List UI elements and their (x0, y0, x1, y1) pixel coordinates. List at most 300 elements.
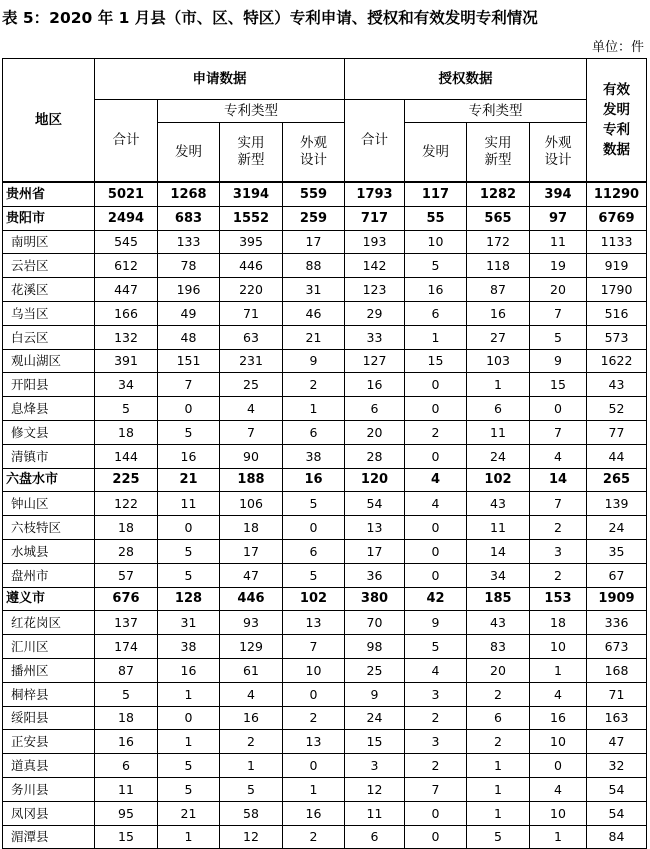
grant-header: 授权数据 (345, 59, 587, 100)
table-cell: 3 (405, 730, 467, 754)
region-name: 贵州省 (3, 182, 95, 206)
table-row (3, 373, 647, 397)
table-cell: 11 (95, 777, 158, 801)
table-cell: 10 (405, 230, 467, 254)
table-cell: 4 (405, 658, 467, 682)
table-cell: 144 (95, 444, 158, 468)
table-cell: 9 (345, 682, 405, 706)
table-cell: 7 (405, 777, 467, 801)
region-name: 水城县 (3, 539, 95, 563)
table-row (3, 516, 647, 540)
table-cell: 2 (405, 420, 467, 444)
table-row (3, 325, 647, 349)
table-cell: 10 (283, 658, 345, 682)
table-cell: 29 (345, 301, 405, 325)
table-cell: 0 (405, 516, 467, 540)
table-cell: 21 (158, 801, 220, 825)
table-cell: 1 (467, 777, 530, 801)
table-cell: 16 (95, 730, 158, 754)
table-cell: 36 (345, 563, 405, 587)
table-cell: 47 (220, 563, 283, 587)
table-cell: 0 (158, 706, 220, 730)
table-cell: 231 (220, 349, 283, 373)
table-cell: 1909 (587, 587, 647, 611)
table-cell: 122 (95, 492, 158, 516)
table-cell: 2 (467, 682, 530, 706)
table-cell: 4 (220, 682, 283, 706)
table-cell: 11 (467, 420, 530, 444)
table-row (3, 444, 647, 468)
table-row-summary (3, 468, 647, 492)
table-cell: 117 (405, 182, 467, 206)
table-cell: 7 (530, 301, 587, 325)
table-cell: 95 (95, 801, 158, 825)
table-cell: 565 (467, 206, 530, 230)
table-cell: 17 (345, 539, 405, 563)
region-name: 桐梓县 (3, 682, 95, 706)
table-row (3, 825, 647, 849)
table-cell: 27 (467, 325, 530, 349)
region-name: 红花岗区 (3, 611, 95, 635)
table-cell: 16 (283, 468, 345, 492)
table-cell: 6 (345, 397, 405, 421)
table-cell: 2 (220, 730, 283, 754)
table-cell: 7 (220, 420, 283, 444)
table-cell: 2 (283, 825, 345, 849)
table-cell: 46 (283, 301, 345, 325)
page-title: 表 5：2020 年 1 月县（市、区、特区）专利申请、授权和有效发明专利情况 (2, 9, 538, 27)
application-utility-header: 实用 新型 (220, 123, 283, 183)
table-row (3, 706, 647, 730)
region-name: 息烽县 (3, 397, 95, 421)
table-cell: 19 (530, 254, 587, 278)
table-cell: 1 (283, 777, 345, 801)
table-cell: 1 (220, 754, 283, 778)
table-cell: 168 (587, 658, 647, 682)
region-header: 地区 (3, 59, 95, 183)
table-cell: 2 (530, 516, 587, 540)
table-cell: 151 (158, 349, 220, 373)
table-cell: 188 (220, 468, 283, 492)
table-cell: 5 (405, 254, 467, 278)
table-cell: 43 (587, 373, 647, 397)
region-name: 钟山区 (3, 492, 95, 516)
table-cell: 0 (405, 539, 467, 563)
table-cell: 163 (587, 706, 647, 730)
table-cell: 5 (467, 825, 530, 849)
table-cell: 1790 (587, 278, 647, 302)
table-cell: 15 (530, 373, 587, 397)
grant-invention-header: 发明 (405, 123, 467, 183)
table-cell: 4 (530, 444, 587, 468)
table-cell: 220 (220, 278, 283, 302)
region-name: 六盘水市 (3, 468, 95, 492)
application-design-header: 外观 设计 (283, 123, 345, 183)
table-row (3, 611, 647, 635)
table-cell: 2 (405, 706, 467, 730)
table-cell: 78 (158, 254, 220, 278)
table-cell: 88 (283, 254, 345, 278)
table-row (3, 301, 647, 325)
table-cell: 10 (530, 730, 587, 754)
table-cell: 123 (345, 278, 405, 302)
table-cell: 0 (405, 397, 467, 421)
table-cell: 15 (95, 825, 158, 849)
table-cell: 1133 (587, 230, 647, 254)
table-cell: 20 (467, 658, 530, 682)
table-cell: 16 (345, 373, 405, 397)
region-name: 道真县 (3, 754, 95, 778)
table-cell: 11 (158, 492, 220, 516)
table-row (3, 254, 647, 278)
table-row-summary (3, 206, 647, 230)
table-cell: 265 (587, 468, 647, 492)
table-cell: 1 (158, 682, 220, 706)
table-cell: 16 (158, 658, 220, 682)
table-cell: 545 (95, 230, 158, 254)
application-type-header: 专利类型 (158, 100, 345, 123)
table-cell: 71 (587, 682, 647, 706)
region-name: 贵阳市 (3, 206, 95, 230)
table-cell: 1282 (467, 182, 530, 206)
region-name: 六枝特区 (3, 516, 95, 540)
table-cell: 4 (220, 397, 283, 421)
table-cell: 16 (405, 278, 467, 302)
table-cell: 63 (220, 325, 283, 349)
table-cell: 5 (158, 539, 220, 563)
table-cell: 16 (467, 301, 530, 325)
table-cell: 3 (405, 682, 467, 706)
table-cell: 133 (158, 230, 220, 254)
table-cell: 7 (283, 635, 345, 659)
table-cell: 17 (283, 230, 345, 254)
table-row (3, 682, 647, 706)
table-cell: 5 (158, 420, 220, 444)
table-cell: 103 (467, 349, 530, 373)
table-cell: 0 (405, 801, 467, 825)
region-name: 凤冈县 (3, 801, 95, 825)
table-cell: 2 (467, 730, 530, 754)
table-cell: 127 (345, 349, 405, 373)
table-cell: 4 (530, 777, 587, 801)
region-name: 务川县 (3, 777, 95, 801)
table-cell: 9 (530, 349, 587, 373)
table-cell: 49 (158, 301, 220, 325)
table-cell: 391 (95, 349, 158, 373)
table-cell: 7 (530, 420, 587, 444)
table-cell: 5 (405, 635, 467, 659)
table-cell: 5 (158, 777, 220, 801)
table-cell: 717 (345, 206, 405, 230)
table-cell: 128 (158, 587, 220, 611)
table-cell: 11 (467, 516, 530, 540)
table-cell: 4 (405, 468, 467, 492)
table-row-summary (3, 587, 647, 611)
table-cell: 18 (220, 516, 283, 540)
table-cell: 14 (467, 539, 530, 563)
table-cell: 87 (95, 658, 158, 682)
application-invention-header: 发明 (158, 123, 220, 183)
table-row (3, 349, 647, 373)
table-cell: 676 (95, 587, 158, 611)
table-cell: 6 (467, 397, 530, 421)
table-cell: 919 (587, 254, 647, 278)
region-name: 播州区 (3, 658, 95, 682)
table-cell: 10 (530, 635, 587, 659)
table-cell: 0 (530, 754, 587, 778)
table-cell: 5 (530, 325, 587, 349)
table-cell: 97 (530, 206, 587, 230)
table-cell: 13 (283, 730, 345, 754)
table-cell: 16 (220, 706, 283, 730)
table-cell: 47 (587, 730, 647, 754)
table-cell: 6 (283, 420, 345, 444)
table-cell: 34 (95, 373, 158, 397)
table-cell: 1 (467, 801, 530, 825)
region-name: 南明区 (3, 230, 95, 254)
table-cell: 166 (95, 301, 158, 325)
table-cell: 55 (405, 206, 467, 230)
table-cell: 336 (587, 611, 647, 635)
table-cell: 18 (95, 420, 158, 444)
table-cell: 106 (220, 492, 283, 516)
table-cell: 6769 (587, 206, 647, 230)
table-cell: 1 (530, 658, 587, 682)
table-cell: 0 (530, 397, 587, 421)
table-cell: 137 (95, 611, 158, 635)
table-cell: 0 (283, 754, 345, 778)
table-cell: 71 (220, 301, 283, 325)
table-cell: 25 (345, 658, 405, 682)
table-cell: 24 (345, 706, 405, 730)
region-name: 云岩区 (3, 254, 95, 278)
table-cell: 25 (220, 373, 283, 397)
table-cell: 5 (95, 682, 158, 706)
grant-utility-header: 实用 新型 (467, 123, 530, 183)
table-cell: 6 (283, 539, 345, 563)
region-name: 白云区 (3, 325, 95, 349)
table-cell: 31 (283, 278, 345, 302)
table-cell: 0 (405, 563, 467, 587)
region-name: 绥阳县 (3, 706, 95, 730)
table-cell: 52 (587, 397, 647, 421)
table-cell: 3194 (220, 182, 283, 206)
table-cell: 446 (220, 254, 283, 278)
table-cell: 10 (530, 801, 587, 825)
table-cell: 6 (405, 301, 467, 325)
grant-type-header: 专利类型 (405, 100, 587, 123)
table-cell: 0 (158, 397, 220, 421)
table-body (3, 182, 647, 849)
table-cell: 24 (467, 444, 530, 468)
grant-design-header: 外观 设计 (530, 123, 587, 183)
table-cell: 93 (220, 611, 283, 635)
table-cell: 573 (587, 325, 647, 349)
table-row (3, 658, 647, 682)
table-cell: 70 (345, 611, 405, 635)
table-cell: 42 (405, 587, 467, 611)
table-cell: 7 (530, 492, 587, 516)
table-cell: 77 (587, 420, 647, 444)
table-cell: 2 (283, 373, 345, 397)
table-cell: 2 (530, 563, 587, 587)
table-cell: 102 (283, 587, 345, 611)
table-cell: 13 (345, 516, 405, 540)
table-cell: 14 (530, 468, 587, 492)
table-cell: 38 (158, 635, 220, 659)
table-cell: 18 (530, 611, 587, 635)
table-cell: 0 (405, 373, 467, 397)
table-cell: 193 (345, 230, 405, 254)
region-name: 湄潭县 (3, 825, 95, 849)
table-row (3, 635, 647, 659)
region-name: 盘州市 (3, 563, 95, 587)
region-name: 汇川区 (3, 635, 95, 659)
table-cell: 3 (530, 539, 587, 563)
table-row (3, 230, 647, 254)
table-cell: 58 (220, 801, 283, 825)
table-cell: 2494 (95, 206, 158, 230)
table-cell: 18 (95, 706, 158, 730)
table-cell: 28 (95, 539, 158, 563)
table-cell: 1622 (587, 349, 647, 373)
table-cell: 11 (530, 230, 587, 254)
table-cell: 5 (220, 777, 283, 801)
table-cell: 7 (158, 373, 220, 397)
table-cell: 0 (405, 825, 467, 849)
table-cell: 57 (95, 563, 158, 587)
table-cell: 5 (95, 397, 158, 421)
table-cell: 9 (405, 611, 467, 635)
table-cell: 5021 (95, 182, 158, 206)
region-name: 开阳县 (3, 373, 95, 397)
table-cell: 129 (220, 635, 283, 659)
table-cell: 15 (405, 349, 467, 373)
table-row-summary (3, 182, 647, 206)
table-cell: 4 (530, 682, 587, 706)
table-cell: 43 (467, 492, 530, 516)
table-row (3, 278, 647, 302)
table-cell: 12 (220, 825, 283, 849)
unit-label: 单位：件 (591, 40, 644, 55)
table-cell: 1 (283, 397, 345, 421)
table-cell: 1 (158, 730, 220, 754)
region-name: 花溪区 (3, 278, 95, 302)
table-cell: 395 (220, 230, 283, 254)
table-cell: 16 (158, 444, 220, 468)
table-cell: 31 (158, 611, 220, 635)
table-row (3, 420, 647, 444)
table-cell: 172 (467, 230, 530, 254)
table-cell: 1793 (345, 182, 405, 206)
table-cell: 21 (283, 325, 345, 349)
table-cell: 2 (405, 754, 467, 778)
grant-total-header: 合计 (345, 100, 405, 183)
table-cell: 1268 (158, 182, 220, 206)
table-cell: 1 (530, 825, 587, 849)
table-cell: 0 (158, 516, 220, 540)
table-row (3, 754, 647, 778)
table-cell: 5 (283, 492, 345, 516)
table-cell: 5 (283, 563, 345, 587)
region-name: 遵义市 (3, 587, 95, 611)
table-cell: 0 (283, 682, 345, 706)
table-cell: 447 (95, 278, 158, 302)
table-cell: 1 (467, 373, 530, 397)
table-cell: 6 (345, 825, 405, 849)
table-cell: 15 (345, 730, 405, 754)
table-row (3, 492, 647, 516)
table-cell: 5 (158, 563, 220, 587)
table-cell: 43 (467, 611, 530, 635)
table-cell: 139 (587, 492, 647, 516)
table-cell: 48 (158, 325, 220, 349)
table-cell: 84 (587, 825, 647, 849)
table-cell: 20 (345, 420, 405, 444)
table-cell: 20 (530, 278, 587, 302)
table-cell: 16 (530, 706, 587, 730)
table-cell: 61 (220, 658, 283, 682)
table-cell: 90 (220, 444, 283, 468)
table-cell: 11290 (587, 182, 647, 206)
table-cell: 683 (158, 206, 220, 230)
table-cell: 380 (345, 587, 405, 611)
table-cell: 9 (283, 349, 345, 373)
region-name: 乌当区 (3, 301, 95, 325)
table-cell: 516 (587, 301, 647, 325)
table-cell: 11 (345, 801, 405, 825)
region-name: 修文县 (3, 420, 95, 444)
table-cell: 153 (530, 587, 587, 611)
table-cell: 132 (95, 325, 158, 349)
table-cell: 98 (345, 635, 405, 659)
table-cell: 1 (158, 825, 220, 849)
table-cell: 54 (587, 777, 647, 801)
table-cell: 1 (467, 754, 530, 778)
table-cell: 6 (467, 706, 530, 730)
table-cell: 196 (158, 278, 220, 302)
table-cell: 120 (345, 468, 405, 492)
valid-invention-header: 有效 发明 专利 数据 (587, 59, 647, 183)
table-row (3, 801, 647, 825)
table-cell: 5 (158, 754, 220, 778)
table-row (3, 563, 647, 587)
table-cell: 38 (283, 444, 345, 468)
table-row (3, 539, 647, 563)
table-cell: 28 (345, 444, 405, 468)
table-cell: 54 (587, 801, 647, 825)
table-cell: 12 (345, 777, 405, 801)
application-total-header: 合计 (95, 100, 158, 183)
table-cell: 394 (530, 182, 587, 206)
table-cell: 612 (95, 254, 158, 278)
table-cell: 18 (95, 516, 158, 540)
table-cell: 83 (467, 635, 530, 659)
table-cell: 24 (587, 516, 647, 540)
table-cell: 67 (587, 563, 647, 587)
table-cell: 32 (587, 754, 647, 778)
table-cell: 4 (405, 492, 467, 516)
application-header: 申请数据 (95, 59, 345, 100)
table-cell: 16 (283, 801, 345, 825)
table-cell: 6 (95, 754, 158, 778)
table-cell: 1552 (220, 206, 283, 230)
region-name: 清镇市 (3, 444, 95, 468)
region-name: 正安县 (3, 730, 95, 754)
table-cell: 33 (345, 325, 405, 349)
table-row (3, 777, 647, 801)
table-cell: 44 (587, 444, 647, 468)
